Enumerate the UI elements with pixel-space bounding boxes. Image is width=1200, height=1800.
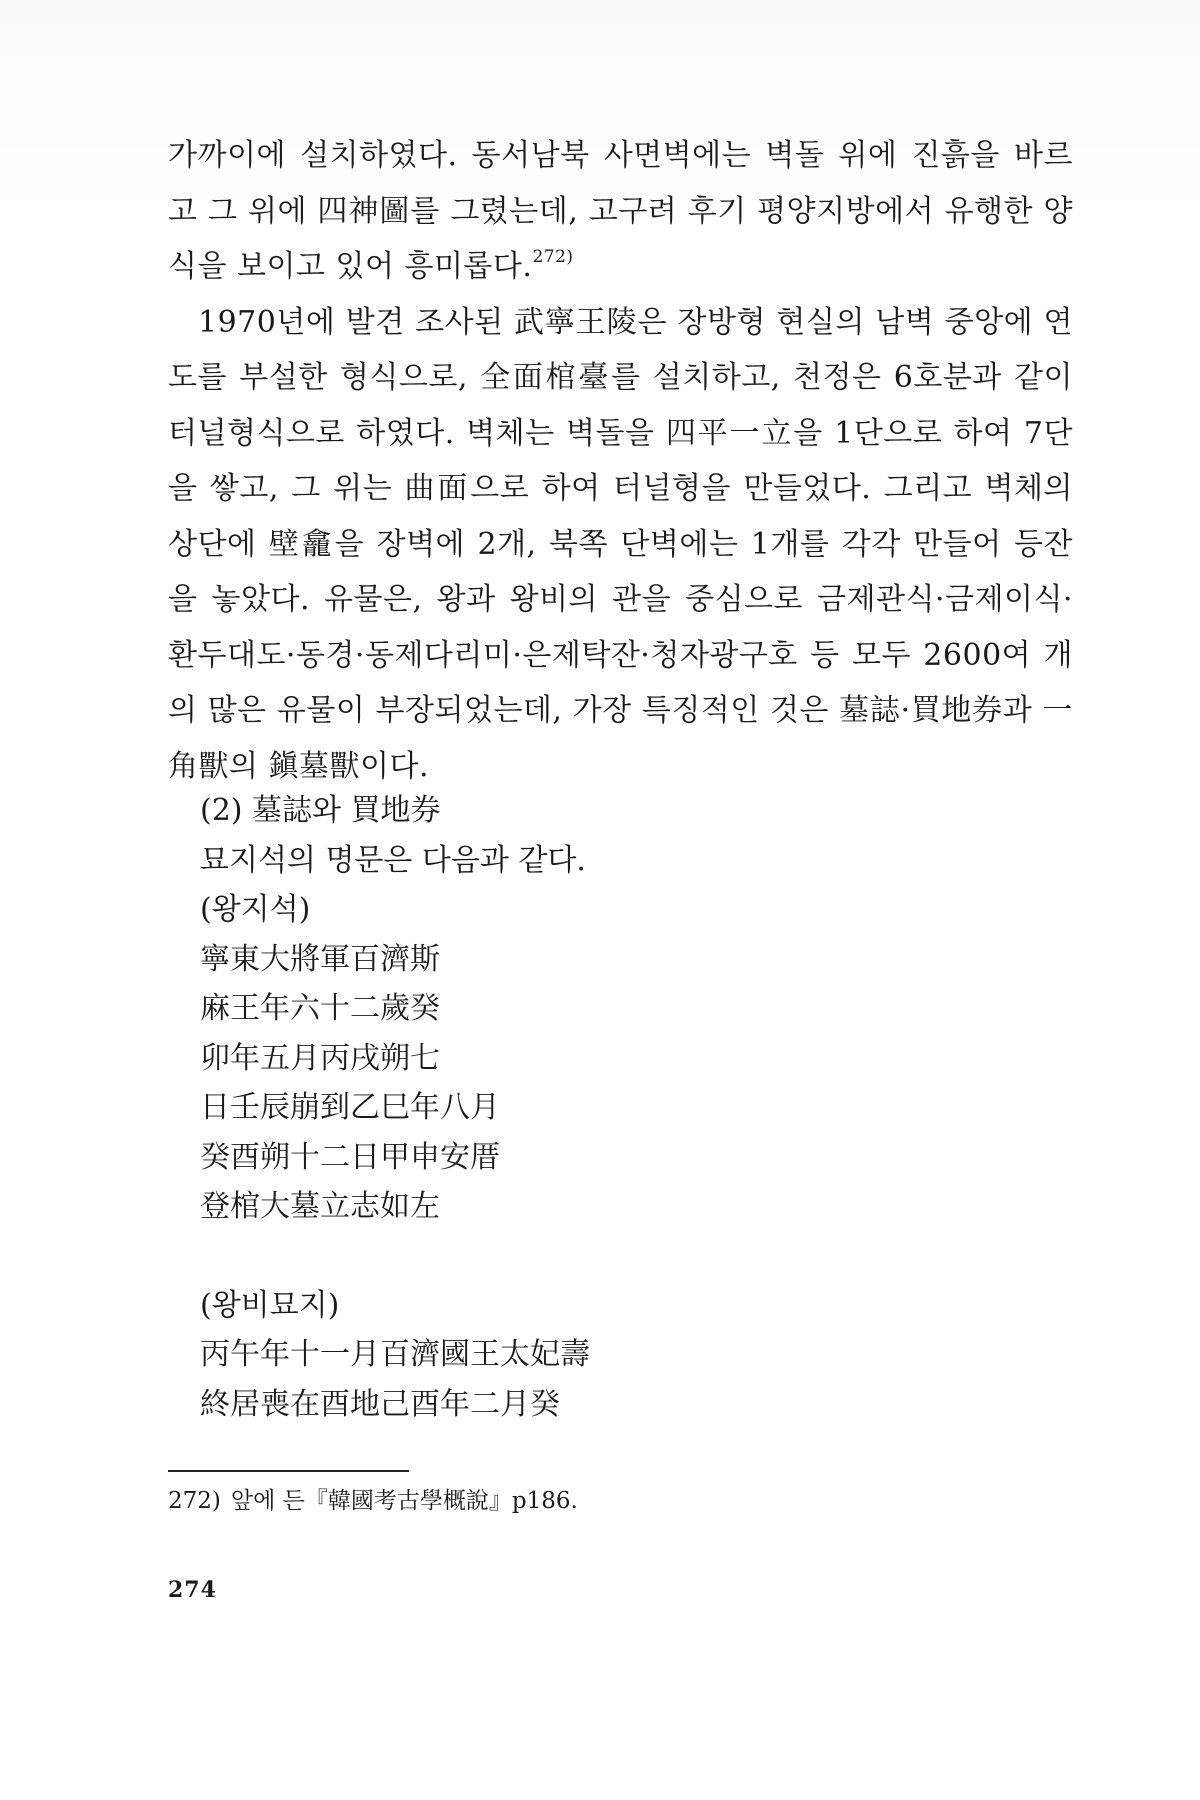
inscription-line: 麻王年六十二歲癸 [200,991,440,1026]
spacer [200,1232,800,1281]
footnote-number: 272) [168,1488,221,1514]
inscription-line: 癸酉朔十二日甲申安厝 [200,1139,500,1175]
paragraph-tomb-murals [168,128,1073,295]
paragraph-muryeong-tomb [168,295,1073,795]
inscription-line: 終居喪在酉地己酉年二月癸 [200,1386,560,1422]
footnote [168,1484,578,1518]
inscription-line: 日壬辰崩到乙巳年八月 [200,1090,500,1125]
section-heading: (2) 墓誌와 買地券 [200,793,441,828]
inscription-line: 丙午年十一月百濟國王太妃壽 [200,1337,590,1372]
inscription-line: 登棺大墓立志如左 [200,1189,440,1224]
footnote-text: 앞에 든『韓國考古學概說』p186. [230,1488,578,1514]
section-intro: 묘지석의 명문은 다음과 같다. [200,842,586,878]
queen-epitaph-label: (왕비묘지) [200,1287,340,1323]
paragraph-text: 가까이에 설치하였다. 동서남북 사면벽에는 벽돌 위에 진흙을 바르고 그 위에 四神圖를 그렸는데, 고구려 후기 평양지방에서 유행한 양식을 보이고 있어 흥미롭다. [168,138,1073,284]
page-number: 274 [168,1577,217,1603]
king-epitaph-label: (왕지석) [200,892,311,927]
inscription-line: 卯年五月丙戌朔七 [200,1040,440,1076]
footnote-divider [168,1470,409,1472]
body-text [168,128,1073,794]
paragraph-text: 1970년에 발견 조사된 武寧王陵은 장방형 현실의 남벽 중앙에 연도를 부설한 형식으로, 全面棺臺를 설치하고, 천정은 6호분과 같이 터널형식으로 하였다. 벽체는 벽돌을 四平一立을 1단으로 하여 7단을 쌓고, 그 위는 曲面으로 하여 터널형을 만들었다. 그리고 벽체의 상단에 壁龕을 장벽에 2개, 북쪽 단벽에는 1개를 각각 만들어 등잔을 놓았다. 유물은, 왕과 왕비의 관을 중심으로 금제관식·금제이식·환두대도·동경·동제다리미·은제탁잔·청자광구호 등 모두 2600여 개의 많은 유물이 부장되었는데, 가장 특징적인 것은 墓誌·買地券과 一角獸의 鎭墓獸이다. [168,304,1073,784]
epitaph-section [200,786,800,1429]
inscription-line: 寧東大將軍百濟斯 [200,941,440,977]
footnote-reference[interactable]: 272) [532,247,574,267]
